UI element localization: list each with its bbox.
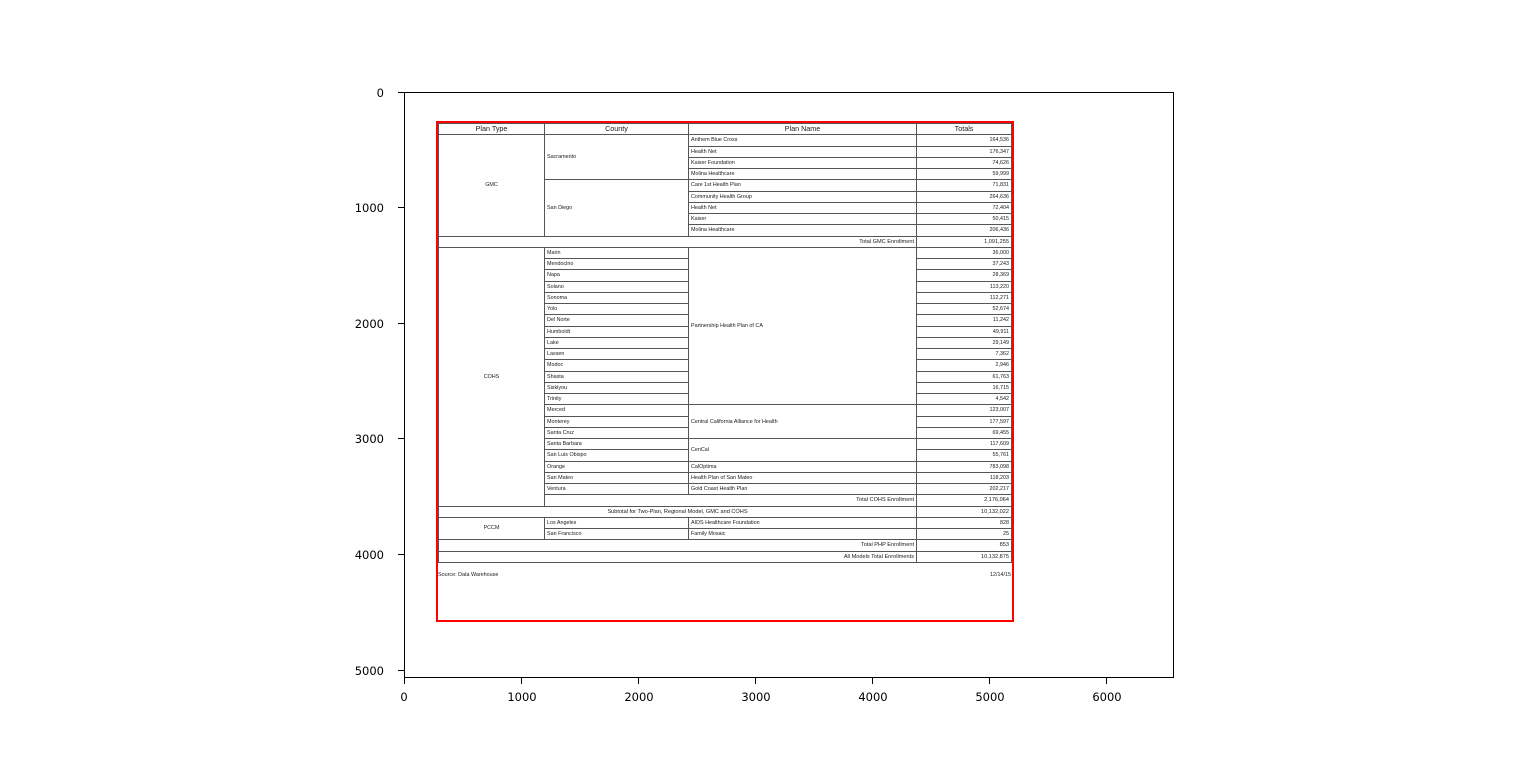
cell-total: 74,626 xyxy=(917,157,1012,168)
table-row xyxy=(439,247,1012,258)
cell-total: 55,761 xyxy=(917,450,1012,461)
x-tickmark-4000 xyxy=(872,678,873,684)
cell-plan-type-pccm: PCCM xyxy=(439,517,545,540)
total-row-php xyxy=(439,540,1012,551)
cell-county: Yolo xyxy=(545,304,689,315)
y-tick-4000: 4000 xyxy=(354,548,384,562)
y-tick-3000: 3000 xyxy=(354,432,384,446)
cell-total: 4,542 xyxy=(917,394,1012,405)
cell-plan-name: Health Net xyxy=(689,146,917,157)
label-total-cohs: Total COHS Enrollment xyxy=(545,495,917,506)
cell-plan-type-gmc: GMC xyxy=(439,135,545,236)
source-label: Source: Data Warehouse xyxy=(438,571,499,578)
cell-county: Ventura xyxy=(545,484,689,495)
cell-plan-name-cencal: CenCal xyxy=(689,439,917,462)
cell-plan-name: CalOptima xyxy=(689,461,917,472)
report-date: 12/14/15 xyxy=(990,571,1011,578)
cell-county-san-diego: San Diego xyxy=(545,180,689,236)
header-plan-name: Plan Name xyxy=(689,124,917,135)
x-tick-1000: 1000 xyxy=(507,690,537,704)
header-totals: Totals xyxy=(917,124,1012,135)
cell-total: 72,404 xyxy=(917,202,1012,213)
x-tickmark-0 xyxy=(404,678,405,684)
cell-plan-name: Health Plan of San Mateo xyxy=(689,472,917,483)
cell-county: Santa Barbara xyxy=(545,439,689,450)
cell-plan-name: Family Mosaic xyxy=(689,529,917,540)
x-tickmark-1000 xyxy=(521,678,522,684)
total-row-gmc xyxy=(439,236,1012,247)
x-tick-0: 0 xyxy=(400,690,408,704)
x-tickmark-6000 xyxy=(1106,678,1107,684)
cell-plan-name: Care 1st Health Plan xyxy=(689,180,917,191)
cell-plan-name: Kaiser xyxy=(689,214,917,225)
cell-county: Shasta xyxy=(545,371,689,382)
cell-total: 206,436 xyxy=(917,225,1012,236)
x-tickmark-3000 xyxy=(755,678,756,684)
x-tick-5000: 5000 xyxy=(975,690,1005,704)
x-tickmark-5000 xyxy=(989,678,990,684)
cell-county: Siskiyou xyxy=(545,382,689,393)
cell-county: San Francisco xyxy=(545,529,689,540)
cell-county: Merced xyxy=(545,405,689,416)
cell-total: 123,007 xyxy=(917,405,1012,416)
document-footer xyxy=(438,566,1011,578)
value-total-cohs: 2,176,064 xyxy=(917,495,1012,506)
x-tick-4000: 4000 xyxy=(858,690,888,704)
cell-total: 164,536 xyxy=(917,135,1012,146)
cell-county: Santa Cruz xyxy=(545,427,689,438)
grand-total-row xyxy=(439,551,1012,562)
cell-county: Sonoma xyxy=(545,292,689,303)
enrollment-document xyxy=(438,123,1012,620)
label-subtotal: Subtotal for Two-Plan, Regional Model, GMC and COHS xyxy=(439,506,917,517)
y-tick-0: 0 xyxy=(376,86,384,100)
value-grand-total: 10,132,875 xyxy=(917,551,1012,562)
y-tick-1000: 1000 xyxy=(354,201,384,215)
cell-total: 112,271 xyxy=(917,292,1012,303)
cell-total: 16,715 xyxy=(917,382,1012,393)
cell-total: 113,220 xyxy=(917,281,1012,292)
cell-total: 2,946 xyxy=(917,360,1012,371)
cell-plan-name: Molina Healthcare xyxy=(689,169,917,180)
cell-total: 28,369 xyxy=(917,270,1012,281)
value-total-gmc: 1,091,255 xyxy=(917,236,1012,247)
cell-total: 828 xyxy=(917,517,1012,528)
cell-total: 49,911 xyxy=(917,326,1012,337)
cell-plan-name-partnership: Partnership Health Plan of CA xyxy=(689,247,917,405)
cell-county: Lake xyxy=(545,337,689,348)
table-header-row xyxy=(439,124,1012,135)
cell-total: 11,242 xyxy=(917,315,1012,326)
cell-county: Orange xyxy=(545,461,689,472)
cell-total: 36,000 xyxy=(917,247,1012,258)
cell-plan-name: Health Net xyxy=(689,202,917,213)
cell-total: 264,636 xyxy=(917,191,1012,202)
x-tickmark-2000 xyxy=(638,678,639,684)
cell-total: 7,362 xyxy=(917,349,1012,360)
cell-total: 783,098 xyxy=(917,461,1012,472)
header-plan-type: Plan Type xyxy=(439,124,545,135)
cell-county: Solano xyxy=(545,281,689,292)
cell-county: Del Norte xyxy=(545,315,689,326)
cell-total: 61,763 xyxy=(917,371,1012,382)
cell-plan-name: Kaiser Foundation xyxy=(689,157,917,168)
cell-county-sacramento: Sacramento xyxy=(545,135,689,180)
cell-total: 52,674 xyxy=(917,304,1012,315)
cell-total: 71,831 xyxy=(917,180,1012,191)
value-subtotal: 10,132,022 xyxy=(917,506,1012,517)
subtotal-row xyxy=(439,506,1012,517)
cell-total: 69,455 xyxy=(917,427,1012,438)
cell-total: 118,203 xyxy=(917,472,1012,483)
cell-county: Modoc xyxy=(545,360,689,371)
header-county: County xyxy=(545,124,689,135)
cell-plan-name: Gold Coast Health Plan xyxy=(689,484,917,495)
cell-plan-name-ccah: Central California Alliance for Health xyxy=(689,405,917,439)
cell-plan-name: Community Health Group xyxy=(689,191,917,202)
cell-county: Marin xyxy=(545,247,689,258)
label-total-php: Total PHP Enrollment xyxy=(439,540,917,551)
cell-plan-type-cohs: COHS xyxy=(439,247,545,506)
cell-county: Humboldt xyxy=(545,326,689,337)
cell-total: 50,415 xyxy=(917,214,1012,225)
cell-county: Monterey xyxy=(545,416,689,427)
cell-total: 59,999 xyxy=(917,169,1012,180)
enrollment-table xyxy=(438,123,1012,563)
cell-county: Los Angeles xyxy=(545,517,689,528)
cell-county: San Mateo xyxy=(545,472,689,483)
cell-total: 177,597 xyxy=(917,416,1012,427)
cell-total: 29,149 xyxy=(917,337,1012,348)
x-tick-3000: 3000 xyxy=(741,690,771,704)
cell-county: Trinity xyxy=(545,394,689,405)
cell-plan-name: Anthem Blue Cross xyxy=(689,135,917,146)
value-total-php: 853 xyxy=(917,540,1012,551)
label-total-gmc: Total GMC Enrollment xyxy=(439,236,917,247)
cell-county: Mendocino xyxy=(545,259,689,270)
y-tick-2000: 2000 xyxy=(354,317,384,331)
x-tick-2000: 2000 xyxy=(624,690,654,704)
cell-total: 25 xyxy=(917,529,1012,540)
document-bounding-box xyxy=(436,121,1014,622)
label-grand-total: All Models Total Enrollments xyxy=(439,551,917,562)
cell-county: Napa xyxy=(545,270,689,281)
x-tick-6000: 6000 xyxy=(1092,690,1122,704)
cell-total: 37,243 xyxy=(917,259,1012,270)
table-row xyxy=(439,517,1012,528)
cell-plan-name: AIDS Healthcare Foundation xyxy=(689,517,917,528)
cell-county: Lassen xyxy=(545,349,689,360)
y-tick-5000: 5000 xyxy=(354,664,384,678)
cell-total: 202,217 xyxy=(917,484,1012,495)
cell-county: San Luis Obispo xyxy=(545,450,689,461)
table-row xyxy=(439,135,1012,146)
cell-total: 117,609 xyxy=(917,439,1012,450)
cell-plan-name: Molina Healthcare xyxy=(689,225,917,236)
cell-total: 176,347 xyxy=(917,146,1012,157)
